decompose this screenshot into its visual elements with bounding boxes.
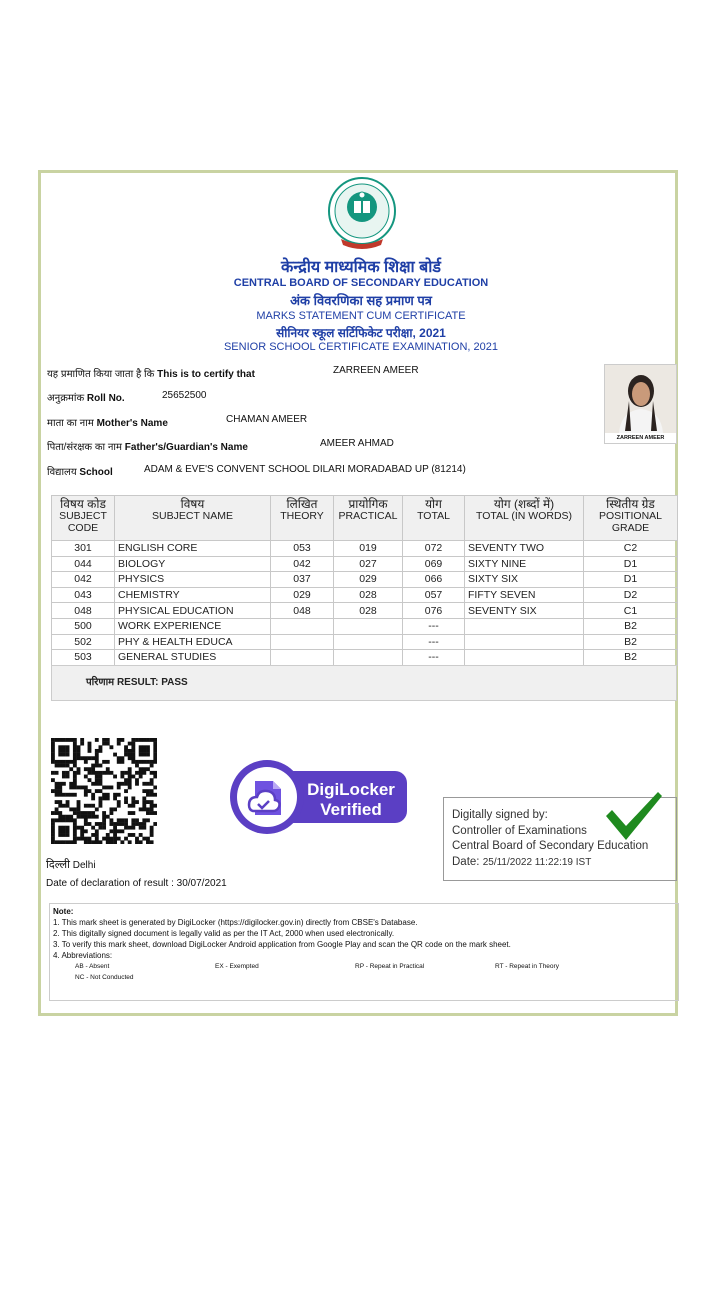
cell-theory	[271, 634, 334, 650]
abbr-exempted: EX - Exempted	[215, 963, 259, 970]
cell-theory: 053	[271, 541, 334, 557]
cell-name: PHY & HEALTH EDUCA	[115, 634, 271, 650]
header-total: योग TOTAL	[403, 496, 465, 541]
header-subject: विषय SUBJECT NAME	[115, 496, 271, 541]
cell-theory: 029	[271, 587, 334, 603]
digilocker-line2: Verified	[320, 800, 382, 819]
cell-code: 502	[52, 634, 115, 650]
abbr-repeat-theory: RT - Repeat in Theory	[495, 963, 559, 970]
person-icon	[605, 365, 676, 433]
cell-grade: D1	[584, 556, 678, 572]
header-words: योग (शब्दों में) TOTAL (IN WORDS)	[465, 496, 584, 541]
cell-name: GENERAL STUDIES	[115, 650, 271, 666]
cell-practical: 029	[334, 572, 403, 588]
abbreviations-row	[53, 961, 678, 972]
cell-words	[465, 618, 584, 634]
cell-theory	[271, 618, 334, 634]
cell-grade: D1	[584, 572, 678, 588]
cell-name: BIOLOGY	[115, 556, 271, 572]
cell-grade: B2	[584, 634, 678, 650]
abbreviations-row	[53, 972, 678, 983]
declaration-date: Date of declaration of result : 30/07/2021	[46, 878, 227, 889]
cell-code: 301	[52, 541, 115, 557]
exam-title-hindi: सीनियर स्कूल सर्टिफिकेट परीक्षा, 2021	[276, 326, 446, 340]
table-row	[52, 618, 678, 634]
cell-words: SIXTY SIX	[465, 572, 584, 588]
abbr-absent: AB - Absent	[75, 963, 110, 970]
cell-name: CHEMISTRY	[115, 587, 271, 603]
digilocker-verified-badge	[229, 759, 409, 837]
digilocker-line1: DigiLocker	[307, 780, 395, 799]
cell-practical: 028	[334, 603, 403, 619]
cell-words	[465, 650, 584, 666]
cell-practical	[334, 650, 403, 666]
table-row	[52, 556, 678, 572]
school-label: विद्यालय School	[47, 467, 113, 478]
cell-words	[465, 634, 584, 650]
cell-theory	[271, 650, 334, 666]
cbse-logo	[327, 177, 397, 253]
cell-theory: 042	[271, 556, 334, 572]
cell-total: ---	[403, 634, 465, 650]
table-header-row	[52, 496, 678, 541]
cell-practical: 027	[334, 556, 403, 572]
header-theory: लिखित THEORY	[271, 496, 334, 541]
father-label: पिता/संरक्षक का नाम Father's/Guardian's Name	[47, 442, 248, 453]
signer-title: Controller of Examinations	[452, 824, 587, 837]
cell-code: 042	[52, 572, 115, 588]
table-row	[52, 634, 678, 650]
cell-name: PHYSICS	[115, 572, 271, 588]
cell-name: ENGLISH CORE	[115, 541, 271, 557]
cell-words: SIXTY NINE	[465, 556, 584, 572]
roll-label: अनुक्रमांक Roll No.	[47, 393, 125, 404]
photo-caption: ZARREEN AMEER	[605, 433, 676, 443]
cell-code: 044	[52, 556, 115, 572]
cell-grade: B2	[584, 650, 678, 666]
cell-practical	[334, 618, 403, 634]
result-value: RESULT: PASS	[116, 677, 188, 688]
mother-name: CHAMAN AMEER	[226, 414, 308, 425]
header-code: विषय कोड SUBJECT CODE	[52, 496, 115, 541]
result-label-hindi: परिणाम	[86, 677, 115, 688]
table-row	[52, 541, 678, 557]
cell-code: 048	[52, 603, 115, 619]
cell-code: 500	[52, 618, 115, 634]
cell-total: 069	[403, 556, 465, 572]
signed-by-label: Digitally signed by:	[452, 809, 548, 821]
header-practical: प्रायोगिक PRACTICAL	[334, 496, 403, 541]
note-item: 1. This mark sheet is generated by DigiLocker (https://digilocker.gov.in) directly from CBSE's Database.	[53, 918, 418, 927]
statement-title: MARKS STATEMENT CUM CERTIFICATE	[256, 310, 466, 322]
qr-code	[51, 738, 157, 844]
cell-grade: B2	[584, 618, 678, 634]
cell-grade: C2	[584, 541, 678, 557]
result-box	[51, 665, 677, 701]
cell-code: 043	[52, 587, 115, 603]
cell-total: 076	[403, 603, 465, 619]
board-title-hindi: केन्द्रीय माध्यमिक शिक्षा बोर्ड	[281, 259, 441, 276]
board-title: CENTRAL BOARD OF SECONDARY EDUCATION	[233, 277, 489, 289]
note-box	[49, 903, 679, 1001]
cell-total: 066	[403, 572, 465, 588]
note-title: Note:	[53, 907, 74, 916]
place: दिल्ली Delhi	[46, 859, 96, 871]
table-row	[52, 650, 678, 666]
abbr-repeat-practical: RP - Repeat in Practical	[355, 963, 425, 970]
table-row	[52, 587, 678, 603]
cell-words: SEVENTY SIX	[465, 603, 584, 619]
cell-practical	[334, 634, 403, 650]
cell-total: 072	[403, 541, 465, 557]
school-name: ADAM & EVE'S CONVENT SCHOOL DILARI MORADABAD UP (81214)	[144, 464, 466, 475]
cell-name: PHYSICAL EDUCATION	[115, 603, 271, 619]
cell-grade: D2	[584, 587, 678, 603]
abbr-not-conducted: NC - Not Conducted	[75, 974, 134, 981]
exam-title: SENIOR SCHOOL CERTIFICATE EXAMINATION, 2021	[223, 341, 499, 353]
cell-grade: C1	[584, 603, 678, 619]
header-grade: स्थितीय ग्रेड POSITIONAL GRADE	[584, 496, 678, 541]
statement-title-hindi: अंक विवरणिका सह प्रमाण पत्र	[290, 293, 432, 308]
cell-total: 057	[403, 587, 465, 603]
cell-total: ---	[403, 618, 465, 634]
note-item: 2. This digitally signed document is legally valid as per the IT Act, 2000 when used electronically.	[53, 929, 395, 938]
note-item: 4. Abbreviations:	[53, 951, 113, 960]
checkmark-icon	[604, 790, 664, 842]
note-item: 3. To verify this mark sheet, download DigiLocker Android application from Google Play and scan the QR code on the mark sheet.	[53, 940, 511, 949]
signature-date: Date: 25/11/2022 11:22:19 IST	[452, 855, 592, 868]
cell-words: SEVENTY TWO	[465, 541, 584, 557]
cell-total: ---	[403, 650, 465, 666]
cell-words: FIFTY SEVEN	[465, 587, 584, 603]
marks-table	[51, 495, 678, 666]
student-name: ZARREEN AMEER	[333, 365, 419, 376]
cell-theory: 037	[271, 572, 334, 588]
signer-org: Central Board of Secondary Education	[452, 840, 649, 852]
cell-name: WORK EXPERIENCE	[115, 618, 271, 634]
digital-signature-box	[443, 797, 677, 881]
student-photo	[604, 364, 677, 444]
cell-practical: 028	[334, 587, 403, 603]
father-name: AMEER AHMAD	[320, 438, 394, 449]
roll-number: 25652500	[162, 390, 207, 401]
marks-certificate	[38, 170, 678, 1016]
cell-theory: 048	[271, 603, 334, 619]
cell-code: 503	[52, 650, 115, 666]
certify-line: यह प्रमाणित किया जाता है कि This is to certify that	[47, 369, 255, 380]
mother-label: माता का नाम Mother's Name	[47, 418, 168, 429]
table-row	[52, 572, 678, 588]
cell-practical: 019	[334, 541, 403, 557]
table-row	[52, 603, 678, 619]
